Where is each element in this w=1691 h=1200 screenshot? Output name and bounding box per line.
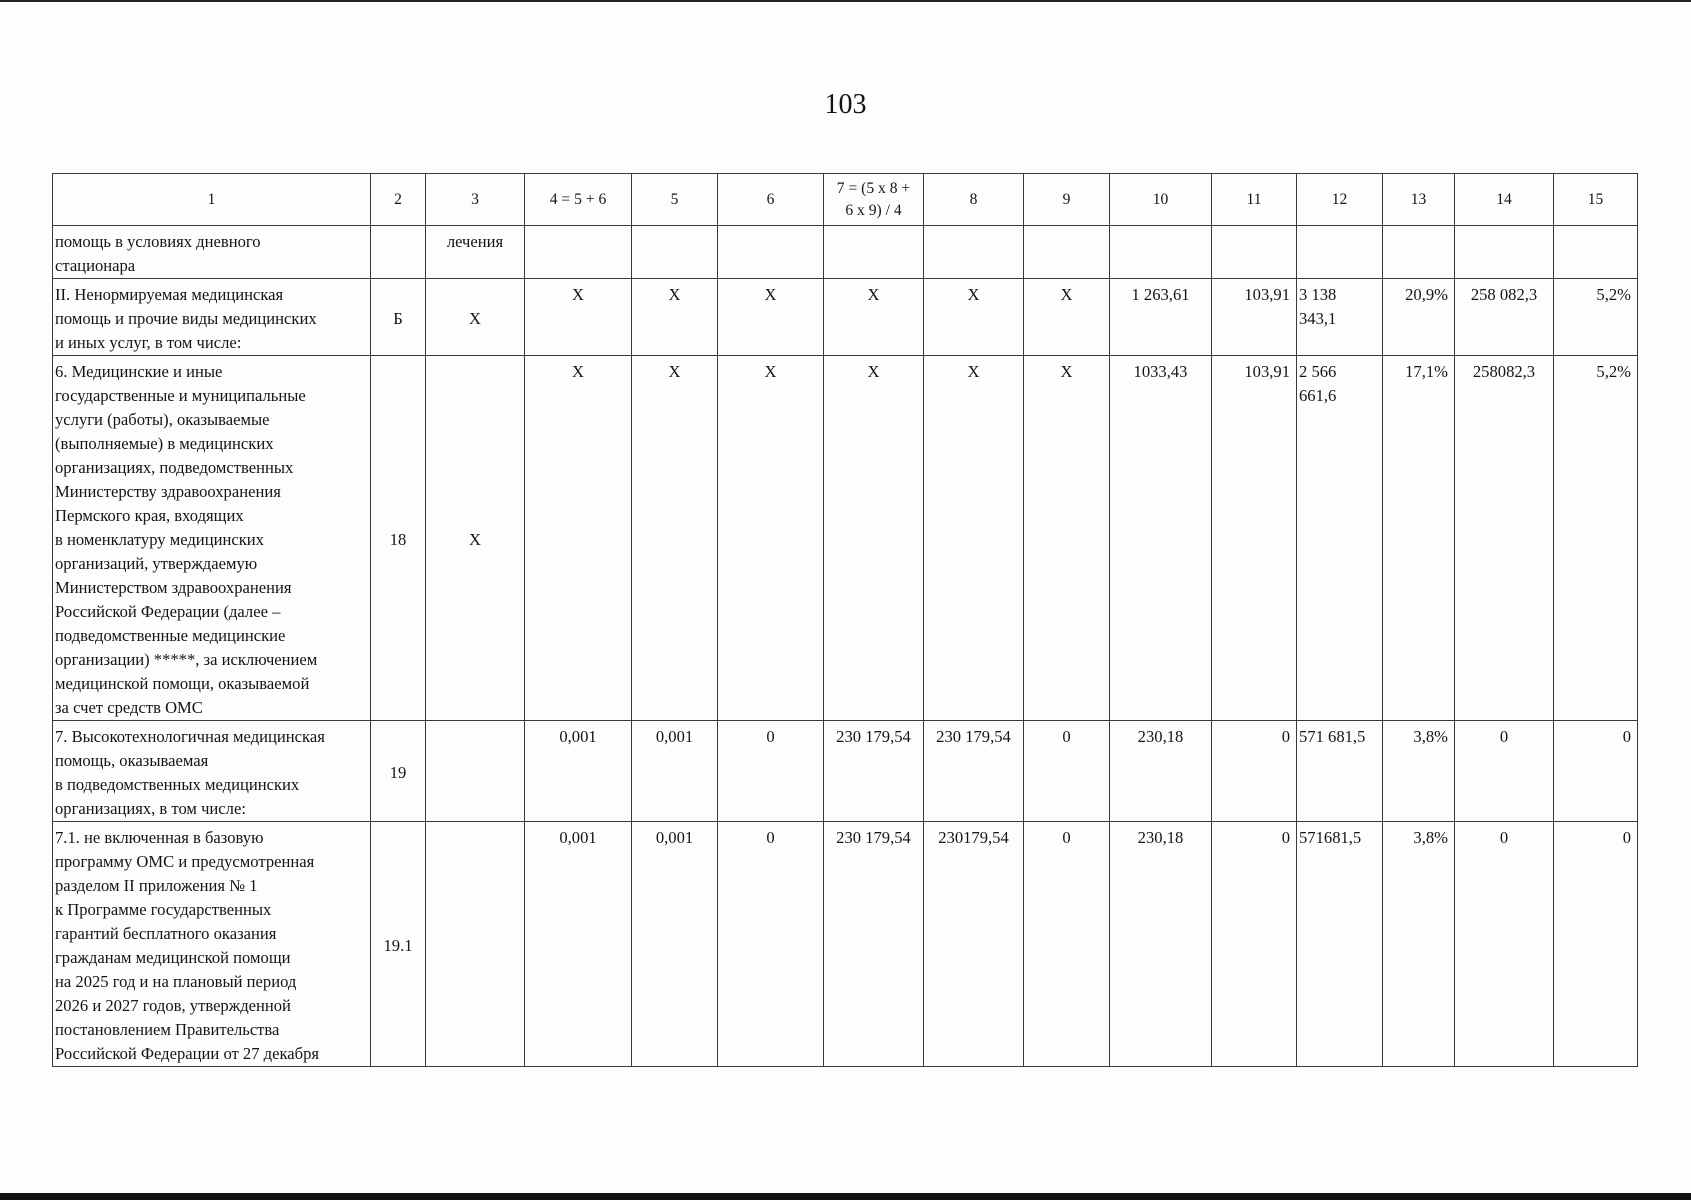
value-cell-col-6: 0 [718,822,824,1067]
value-cell-col-9 [1024,226,1110,279]
value-cell-col-15: 5,2% [1554,356,1638,721]
value-cell-col-15 [1554,226,1638,279]
value-cell-col-11: 0 [1212,822,1297,1067]
value-cell-col-11: 103,91 [1212,279,1297,356]
value-cell-col-8: Х [924,356,1024,721]
row-name-cell: II. Ненормируемая медицинская помощь и прочие виды медицинских и иных услуг, в том числе: [53,279,371,356]
value-cell-col-6: Х [718,279,824,356]
value-cell-col-12: 571681,5 [1297,822,1383,1067]
header-cell: 4 = 5 + 6 [525,174,632,226]
scan-bottom-edge [0,1193,1691,1200]
value-cell-col-10: 230,18 [1110,822,1212,1067]
value-cell-col-12: 2 566 661,6 [1297,356,1383,721]
value-cell-col-4: Х [525,356,632,721]
table-row [53,721,1638,822]
row-name-cell: 7.1. не включенная в базовую программу ОМС и предусмотренная разделом II приложения № 1 к Программе государственных гарантий бесплатного оказания гражданам медицинской помощи на 2025 год и на плановый период 2026 и 2027 годов, утвержденной постановлением Правительства Российской Федерации от 27 декабря [53,822,371,1067]
header-cell: 9 [1024,174,1110,226]
value-cell-col-10: 1 263,61 [1110,279,1212,356]
row-name-cell: 6. Медицинские и иные государственные и муниципальные услуги (работы), оказываемые (выполняемые) в медицинских организациях, подведомственных Министерству здравоохранения Пермского края, входящих в номенклатуру медицинских организаций, утверждаемую Министерством здравоохранения Российской Федерации (далее – подведомственные медицинские организации) *****, за исключением медицинской помощи, оказываемой за счет средств ОМС [53,356,371,721]
value-cell-col-4: 0,001 [525,822,632,1067]
value-cell-col-4: Х [525,279,632,356]
value-cell-col-11 [1212,226,1297,279]
value-cell-col-8: 230179,54 [924,822,1024,1067]
value-cell-col-11: 0 [1212,721,1297,822]
value-cell-col-5: Х [632,356,718,721]
value-cell-col-8: Х [924,279,1024,356]
value-cell-col-14: 0 [1455,822,1554,1067]
header-cell: 11 [1212,174,1297,226]
header-cell: 3 [426,174,525,226]
value-cell-col-6: 0 [718,721,824,822]
table-row [53,226,1638,279]
table-row [53,279,1638,356]
value-cell-col-6 [718,226,824,279]
value-cell-col-13: 3,8% [1383,721,1455,822]
value-cell-col-13: 20,9% [1383,279,1455,356]
value-cell-col-5: Х [632,279,718,356]
value-cell-col-13: 17,1% [1383,356,1455,721]
value-cell-col-15: 0 [1554,822,1638,1067]
row-unit-cell: Х [426,356,525,721]
value-cell-col-10: 230,18 [1110,721,1212,822]
value-cell-col-12 [1297,226,1383,279]
scan-top-edge [0,0,1691,2]
value-cell-col-5 [632,226,718,279]
value-cell-col-7: Х [824,279,924,356]
header-cell: 7 = (5 x 8 + 6 x 9) / 4 [824,174,924,226]
header-cell: 10 [1110,174,1212,226]
header-cell: 13 [1383,174,1455,226]
header-cell: 15 [1554,174,1638,226]
value-cell-col-14: 258 082,3 [1455,279,1554,356]
page-number: 103 [824,89,867,120]
value-cell-col-13 [1383,226,1455,279]
value-cell-col-12: 571 681,5 [1297,721,1383,822]
value-cell-col-15: 0 [1554,721,1638,822]
value-cell-col-11: 103,91 [1212,356,1297,721]
value-cell-col-15: 5,2% [1554,279,1638,356]
data-table [52,173,1638,1067]
header-row [53,174,1638,226]
row-unit-cell [426,721,525,822]
row-name-cell: 7. Высокотехнологичная медицинская помощь, оказываемая в подведомственных медицинских организациях, в том числе: [53,721,371,822]
value-cell-col-9: Х [1024,356,1110,721]
value-cell-col-4 [525,226,632,279]
header-cell: 5 [632,174,718,226]
header-cell: 1 [53,174,371,226]
value-cell-col-9: 0 [1024,822,1110,1067]
value-cell-col-5: 0,001 [632,721,718,822]
row-code-cell: Б [371,279,426,356]
value-cell-col-12: 3 138 343,1 [1297,279,1383,356]
value-cell-col-14 [1455,226,1554,279]
value-cell-col-14: 258082,3 [1455,356,1554,721]
value-cell-col-7: Х [824,356,924,721]
value-cell-col-14: 0 [1455,721,1554,822]
table-row [53,356,1638,721]
row-unit-cell: лечения [426,226,525,279]
row-unit-cell [426,822,525,1067]
row-code-cell: 19 [371,721,426,822]
value-cell-col-6: Х [718,356,824,721]
value-cell-col-10: 1033,43 [1110,356,1212,721]
header-cell: 2 [371,174,426,226]
header-cell: 8 [924,174,1024,226]
value-cell-col-8: 230 179,54 [924,721,1024,822]
header-cell: 12 [1297,174,1383,226]
header-cell: 14 [1455,174,1554,226]
value-cell-col-7 [824,226,924,279]
value-cell-col-9: Х [1024,279,1110,356]
value-cell-col-7: 230 179,54 [824,721,924,822]
value-cell-col-5: 0,001 [632,822,718,1067]
table-row [53,822,1638,1067]
value-cell-col-13: 3,8% [1383,822,1455,1067]
header-cell: 6 [718,174,824,226]
value-cell-col-8 [924,226,1024,279]
row-code-cell: 18 [371,356,426,721]
value-cell-col-10 [1110,226,1212,279]
value-cell-col-4: 0,001 [525,721,632,822]
value-cell-col-9: 0 [1024,721,1110,822]
row-unit-cell: Х [426,279,525,356]
row-code-cell [371,226,426,279]
row-code-cell: 19.1 [371,822,426,1067]
row-name-cell: помощь в условиях дневного стационара [53,226,371,279]
value-cell-col-7: 230 179,54 [824,822,924,1067]
